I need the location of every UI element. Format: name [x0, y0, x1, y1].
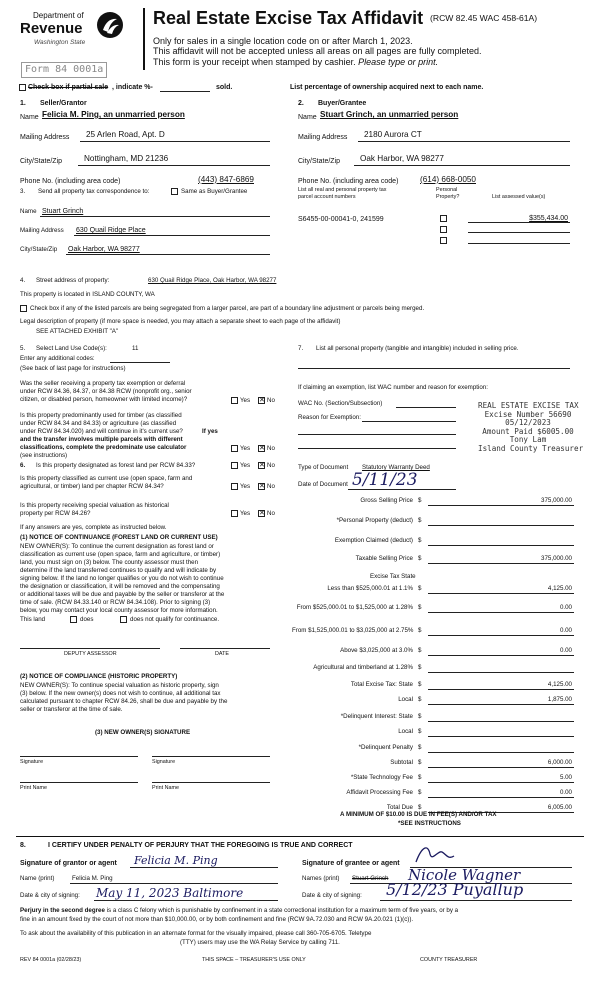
parcel-col-2b: Property? [436, 194, 460, 200]
calc-value-1[interactable]: 375,000.00 [541, 497, 572, 504]
calc-line-9 [428, 672, 574, 673]
wac-line [396, 407, 456, 408]
q4-line-1: Is this property classified as current use (open space, farm and [20, 475, 193, 482]
buyer-phone[interactable]: (614) 668-0050 [420, 175, 476, 184]
stamp-line-3: 05/12/2023 [505, 418, 551, 428]
grantor-signature[interactable]: Felicia M. Ping [134, 854, 218, 867]
land-use-code[interactable]: 11 [132, 345, 139, 352]
parcel-col-1a: List all real and personal property tax [298, 187, 387, 193]
street-address[interactable]: 630 Quail Ridge Place, Oak Harbor, WA 98277 [148, 277, 277, 284]
grantee-sig-label: Signature of grantee or agent [302, 860, 400, 867]
calc-dollar-2: $ [418, 517, 422, 524]
reason-line-1 [362, 421, 456, 422]
assessed-value[interactable]: $355,434.00 [529, 215, 568, 222]
calc-line-4 [428, 563, 574, 564]
calc-line-10 [428, 689, 574, 690]
q3-text: Is this property designated as forest land per RCW 84.33? [36, 462, 196, 469]
if-any-yes: If any answers are yes, complete as instructed below. [20, 524, 167, 531]
corr-name[interactable]: Stuart Grinch [42, 208, 84, 215]
doc-date-label: Date of Document [298, 481, 348, 488]
section5-num: 5. [20, 345, 26, 352]
corr-name-line [40, 216, 270, 217]
notice1-title: (1) NOTICE OF CONTINUANCE (FOREST LAND OR CURRENT USE) [20, 534, 218, 541]
q2-if-yes: If yes [202, 428, 218, 435]
calc-value-7[interactable]: 0.00 [559, 627, 572, 634]
calc-dollar-5: $ [418, 585, 422, 592]
seller-city[interactable]: Nottingham, MD 21236 [84, 154, 169, 163]
legal-description-label: Legal description of property (if more space is needed, you may attach a separate sheet to each page of the affidavit) [20, 318, 341, 325]
calc-value-8[interactable]: 0.00 [559, 647, 572, 654]
seller-mailing[interactable]: 25 Arlen Road, Apt. D [86, 130, 165, 139]
perjury-text: is a class C felony which is punishable by confinement in a state correctional institution for a maximum term of five years, or by a [104, 907, 459, 914]
stamp-line-4: Amount Paid $6005.00 [482, 426, 574, 436]
seller-name-label: Name [20, 114, 39, 121]
partial-sale-indicate: , indicate %- [112, 84, 153, 91]
q1-line-2: under RCW 84.36, 84.37, or 84.38 RCW (nonprofit org., senior [20, 388, 192, 395]
q5-line-2: property per RCW 84.26? [20, 510, 91, 517]
segregated-label: Check box if any of the listed parcels are being segregated from a larger parcel, are part of a boundary line adjustment or parcels being merged. [30, 305, 425, 312]
q1-line-3: citizen, or disabled person, homeowner with limited income)? [20, 396, 188, 403]
treasurer-space-label: THIS SPACE – TREASURER'S USE ONLY [202, 957, 306, 963]
calc-dollar-1: $ [418, 497, 422, 504]
corr-city[interactable]: Oak Harbor, WA 98277 [68, 246, 140, 253]
section8-num: 8. [20, 842, 26, 849]
minimum-fee-note: A MINIMUM OF $10.00 IS DUE IN FEE(S) AND/OR TAX [340, 811, 497, 818]
see-instructions-note: *SEE INSTRUCTIONS [398, 820, 461, 827]
header-divider [143, 8, 145, 70]
buyer-city[interactable]: Oak Harbor, WA 98277 [360, 154, 444, 163]
buyer-name[interactable]: Stuart Grinch, an unmarried person [320, 110, 459, 119]
q2-yes-label: Yes [240, 445, 251, 452]
parcel-col-3: List assessed value(s) [492, 194, 546, 200]
doc-type-label: Type of Document [298, 464, 349, 471]
calc-dollar-14: $ [418, 744, 422, 751]
deputy-label: DEPUTY ASSESSOR [64, 651, 117, 657]
calc-label-9: Agricultural and timberland at 1.28% [313, 664, 413, 671]
q3-no-label: No [267, 462, 275, 469]
calc-dollar-16: $ [418, 774, 422, 781]
calc-dollar-13: $ [418, 728, 422, 735]
buyer-name-label: Name [298, 114, 317, 121]
grantee-name-struck: Stuart Grinch [352, 875, 389, 882]
notice1-line-7: or additional taxes will be due and payable by the seller or transferor at the [20, 591, 225, 598]
calc-dollar-6: $ [418, 604, 422, 611]
sig-line-2 [152, 756, 270, 757]
grantor-sig-label: Signature of grantor or agent [20, 860, 117, 867]
corr-mailing-label: Mailing Address [20, 227, 64, 234]
property-location: This property is located in ISLAND COUNTY, WA [20, 291, 155, 298]
corr-city-label: City/State/Zip [20, 246, 58, 253]
q5-line-1: Is this property receiving special valuation as historical [20, 502, 169, 509]
calc-line-5 [428, 593, 574, 594]
calc-dollar-9: $ [418, 664, 422, 671]
calc-value-16[interactable]: 5.00 [559, 774, 572, 781]
calc-dollar-17: $ [418, 789, 422, 796]
q4-no-label: No [267, 483, 275, 490]
calc-line-7 [428, 635, 574, 636]
calc-label-13: Local [398, 728, 413, 735]
deputy-date-line [180, 648, 270, 649]
treasurer-stamp [478, 401, 584, 453]
q5-yes-checkbox[interactable] [231, 510, 238, 517]
correspondence-label: Send all property tax correspondence to: [38, 188, 150, 195]
notice2-line-2: (3) below. If the new owner(s) does not wish to continue, all additional tax [20, 690, 221, 697]
header-note-2: This affidavit will not be accepted unless all areas on all pages are fully completed. [153, 46, 482, 56]
q2-line-6: (see instructions) [20, 452, 68, 459]
grantor-name-line [70, 883, 278, 884]
q2-line-1: Is this property predominantly used for timber (as classified [20, 412, 182, 419]
reason-label: Reason for Exemption: [298, 414, 361, 421]
buyer-city-line [354, 165, 570, 166]
seller-mailing-line [80, 141, 270, 142]
buyer-mailing-line [358, 141, 570, 142]
calc-label-8: Above $3,025,000 at 3.0% [340, 647, 413, 654]
calc-dollar-12: $ [418, 713, 422, 720]
notice2-line-4: seller or transferor at the time of sale. [20, 706, 123, 713]
perjury-bold: Perjury in the second degree [20, 907, 105, 914]
partial-sold: sold. [216, 84, 233, 91]
stamp-line-6: Island County Treasurer [478, 443, 584, 453]
calc-line-6 [428, 612, 574, 613]
calc-dollar-18: $ [418, 804, 422, 811]
partial-pct-line [160, 91, 210, 92]
print-line-1 [20, 782, 138, 783]
seller-city-label: City/State/Zip [20, 158, 63, 165]
calc-dollar-8: $ [418, 647, 422, 654]
calc-label-5: Less than $525,000.01 at 1.1% [327, 585, 413, 592]
calc-label-2: *Personal Property (deduct) [336, 517, 413, 524]
same-as-buyer-checkbox[interactable] [171, 188, 178, 195]
assessed-line-3 [468, 243, 570, 244]
q3-num: 6. [20, 462, 26, 469]
calc-dollar-10: $ [418, 681, 422, 688]
calc-label-7: From $1,525,000.01 to $3,025,000 at 2.75% [292, 627, 414, 634]
grantor-name-label: Name (print) [20, 875, 55, 882]
calc-line-14 [428, 752, 574, 753]
notice2-title: (2) NOTICE OF COMPLIANCE (HISTORIC PROPERTY) [20, 673, 178, 680]
this-land-label: This land [20, 616, 46, 623]
assessed-line-1 [468, 222, 570, 223]
seller-name[interactable]: Felicia M. Ping, an unmarried person [42, 110, 185, 119]
corr-mailing[interactable]: 630 Quail Ridge Place [76, 227, 146, 234]
q3-no-checkbox[interactable]: ✕ [259, 462, 265, 469]
calc-label-15: Subtotal [390, 759, 413, 766]
q1-yes-checkbox[interactable] [231, 397, 238, 404]
calc-line-17 [428, 797, 574, 798]
q2-line-3: under RCW 84.34.020) and will continue in it's current use? [20, 428, 183, 435]
same-as-buyer-label: Same as Buyer/Grantee [181, 188, 248, 195]
calc-dollar-7: $ [418, 627, 422, 634]
notice1-line-3: land, you must sign on (3) below. The county assessor must then [20, 559, 199, 566]
perjury-line-2: fine in an amount fixed by the court of not more than $10,000.00, or by both confinement and fine (RCW 9A.72.030 and RCW 9A.20.021 (1)(c)). [20, 916, 414, 923]
form-title: Real Estate Excise Tax Affidavit [153, 8, 424, 28]
stamp-line-1: REAL ESTATE EXCISE TAX [478, 401, 579, 410]
buyer-mailing-label: Mailing Address [298, 134, 348, 141]
notice1-line-1: NEW OWNER(S): To continue the current designation as forest land or [20, 543, 214, 550]
grantee-date-label: Date & city of signing: [302, 892, 362, 899]
seller-heading: Seller/Grantor [40, 100, 87, 107]
legal-exhibit[interactable]: SEE ATTACHED EXHIBIT "A" [36, 328, 119, 335]
q4-yes-checkbox[interactable] [231, 483, 238, 490]
header-note-1: Only for sales in a single location code on or after March 1, 2023. [153, 36, 413, 46]
segregated-checkbox[interactable] [20, 305, 27, 312]
land-does-label: does [80, 616, 94, 623]
calc-value-11[interactable]: 1,875.00 [547, 696, 572, 703]
q2-line-4: and the transfer involves multiple parcels with different [20, 436, 183, 443]
form-revision: REV 84 0001a (02/28/23) [20, 957, 82, 963]
calc-value-18[interactable]: 6,005.00 [547, 804, 572, 811]
calc-label-10: Total Excise Tax: State [350, 681, 413, 688]
calc-value-17[interactable]: 0.00 [559, 789, 572, 796]
q5-no-checkbox[interactable]: ✕ [259, 510, 265, 517]
q5-no-label: No [267, 510, 275, 517]
seller-section-num: 1. [20, 100, 26, 107]
deputy-line [20, 648, 160, 649]
notice1-line-9: below, you may contact your local county assessor for more information. [20, 607, 218, 614]
buyer-mailing[interactable]: 2180 Aurora CT [364, 130, 422, 139]
doc-date[interactable]: 5/11/23 [352, 470, 418, 490]
parcel-col-1b: parcel account numbers [298, 194, 356, 200]
buyer-section-num: 2. [298, 100, 304, 107]
land-does-checkbox[interactable] [70, 616, 77, 623]
personal-property-checkbox-1[interactable] [440, 215, 447, 222]
q4-line-2: agricultural, or timber) land per chapter RCW 84.34? [20, 483, 164, 490]
notice2-line-3: calculated pursuant to chapter RCW 84.26, shall be due and payable by the [20, 698, 228, 705]
revenue-logo-icon [95, 10, 125, 40]
personal-property-checkbox-3[interactable] [440, 237, 447, 244]
notice1-line-5: signing below. If the land no longer qualifies or you do not wish to continue [20, 575, 224, 582]
calc-line-16 [428, 782, 574, 783]
calc-line-2 [428, 525, 574, 526]
signature-label-1: Signature [20, 759, 44, 765]
buyer-phone-label: Phone No. (including area code) [298, 178, 399, 185]
stamp-line-5: Tony Lam [509, 435, 547, 445]
assessed-line-2 [468, 232, 570, 233]
buyer-city-label: City/State/Zip [298, 158, 341, 165]
exemption-claim-label: If claiming an exemption, list WAC number and reason for exemption: [298, 384, 488, 391]
additional-codes-label: Enter any additional codes: [20, 355, 95, 362]
calc-value-15[interactable]: 6,000.00 [547, 759, 572, 766]
excise-tax-state-label: Excise Tax State [370, 573, 416, 580]
calc-label-12: *Delinquent Interest: State [340, 713, 413, 720]
calc-line-3 [428, 545, 574, 546]
partial-sale-label: Check box if partial sale [28, 84, 109, 91]
certify-statement: I CERTIFY UNDER PENALTY OF PERJURY THAT THE FOREGOING IS TRUE AND CORRECT [48, 842, 353, 849]
land-does-not-label: does not qualify for continuance. [130, 616, 220, 623]
q3-yes-checkbox[interactable] [231, 462, 238, 469]
ownership-note: List percentage of ownership acquired next to each name. [290, 84, 484, 91]
calc-dollar-3: $ [418, 537, 422, 544]
calc-dollar-15: $ [418, 759, 422, 766]
grantor-name[interactable]: Felicia M. Ping [72, 875, 113, 882]
street-label: Street address of property: [36, 277, 110, 284]
deputy-date-label: DATE [215, 651, 229, 657]
calc-line-12 [428, 721, 574, 722]
form-rcw: (RCW 82.45 WAC 458-61A) [430, 13, 538, 23]
parcel-col-2a: Personal [436, 187, 458, 193]
print-line-2 [152, 782, 270, 783]
q4-yes-label: Yes [240, 483, 251, 490]
q1-no-label: No [267, 397, 275, 404]
see-back-label: (See back of last page for instructions) [20, 365, 126, 372]
q1-yes-label: Yes [240, 397, 251, 404]
reason-line-2 [298, 434, 456, 435]
doc-date-line [348, 489, 456, 490]
seller-city-line [78, 165, 270, 166]
corr-mailing-line [74, 235, 270, 236]
section8-rule [16, 836, 584, 837]
q1-no-checkbox[interactable]: ✕ [259, 397, 265, 404]
print-name-label-2: Print Name [152, 785, 179, 791]
print-name-label-1: Print Name [20, 785, 47, 791]
calc-value-6[interactable]: 0.00 [559, 604, 572, 611]
grantor-date-line [94, 900, 278, 901]
signature-label-2: Signature [152, 759, 176, 765]
notice1-line-4: determine if the land transferred continues to qualify and will indicate by [20, 567, 217, 574]
q5-yes-label: Yes [240, 510, 251, 517]
personal-property-label: List all personal property (tangible and intangible) included in selling price. [316, 345, 519, 352]
grantee-signature-mark[interactable] [412, 842, 472, 866]
new-owner-signature-title: (3) NEW OWNER(S) SIGNATURE [95, 729, 191, 736]
q2-no-label: No [267, 445, 275, 452]
accessibility-line-1: To ask about the availability of this publication in an alternate format for the visually impaired, please call 360-705-6705. Teletype [20, 930, 372, 937]
q1-line-1: Was the seller receiving a property tax exemption or deferral [20, 380, 186, 387]
grantee-date-city[interactable]: 5/12/23 Puyallup [386, 880, 524, 899]
revenue-logo-text: Revenue [20, 20, 83, 37]
section7-num: 7. [298, 345, 304, 352]
q2-line-5: classifications, complete the predominate use calculator [20, 444, 187, 451]
partial-sale-checkbox[interactable] [19, 84, 26, 91]
note3-plain: This form is your receipt when stamped by cashier. [153, 57, 359, 67]
corr-city-line [66, 254, 270, 255]
notice1-line-2: classification as current use (open space, farm and agriculture, or timber) [20, 551, 221, 558]
notice1-line-8: time of sale. (RCW 84.33.140 or RCW 84.34.108). Prior to signing (3) [20, 599, 211, 606]
stamp-line-2: Excise Number 56690 [484, 409, 572, 419]
calc-label-1: Gross Selling Price [360, 497, 413, 504]
personal-property-checkbox-2[interactable] [440, 226, 447, 233]
q2-yes-checkbox[interactable] [231, 445, 238, 452]
wa-state-label: Washington State [34, 39, 86, 46]
calc-label-18: Total Due [386, 804, 413, 811]
calc-value-4[interactable]: 375,000.00 [541, 555, 572, 562]
calc-label-17: Affidavit Processing Fee [346, 789, 413, 796]
calc-value-5[interactable]: 4,125.00 [547, 585, 572, 592]
calc-label-3: Exemption Claimed (deduct) [334, 537, 413, 544]
additional-codes-line [110, 362, 170, 363]
seller-mailing-label: Mailing Address [20, 134, 70, 141]
land-does-not-checkbox[interactable] [120, 616, 127, 623]
q2-no-checkbox[interactable]: ✕ [259, 445, 265, 452]
q4-no-checkbox[interactable]: ✕ [259, 483, 265, 490]
perjury-line-1 [20, 908, 458, 914]
land-use-label: Select Land Use Code(s): [36, 345, 107, 352]
grantor-date-city[interactable]: May 11, 2023 Baltimore [96, 886, 244, 900]
calc-label-14: *Delinquent Penalty [358, 744, 413, 751]
grantor-date-label: Date & city of signing: [20, 892, 80, 899]
calc-line-13 [428, 736, 574, 737]
q3-yes-label: Yes [240, 462, 251, 469]
calc-label-4: Taxable Selling Price [355, 555, 413, 562]
calc-line-1 [428, 505, 574, 506]
form-number-stamp: Form 84 0001a [21, 62, 107, 78]
grantee-date-line [380, 900, 572, 901]
notice2-line-1: NEW OWNER(S): To continue special valuation as historic property, sign [20, 682, 219, 689]
calc-dollar-11: $ [418, 696, 422, 703]
calc-value-10[interactable]: 4,125.00 [547, 681, 572, 688]
calc-label-6: From $525,000.01 to $1,525,000 at 1.28% [296, 604, 413, 611]
calc-dollar-4: $ [418, 555, 422, 562]
parcel-number[interactable]: S6455-00-00041-0, 241599 [298, 216, 384, 223]
grantee-names-label: Names (print) [302, 875, 340, 882]
seller-phone-label: Phone No. (including area code) [20, 178, 121, 185]
buyer-heading: Buyer/Grantee [318, 100, 367, 107]
section4-num: 4. [20, 277, 26, 284]
calc-line-8 [428, 655, 574, 656]
sig-line-1 [20, 756, 138, 757]
calc-label-11: Local [398, 696, 413, 703]
wac-label: WAC No. (Section/Subsection) [298, 400, 383, 407]
note3-italic: Please type or print. [358, 57, 439, 67]
notice1-line-6: the designation or classification, it will be removed and the compensating [20, 583, 220, 590]
calc-label-16: *State Technology Fee [350, 774, 413, 781]
dept-label: Department of [33, 11, 84, 20]
seller-phone[interactable]: (443) 847-6869 [198, 175, 254, 184]
corr-name-label: Name [20, 208, 37, 215]
calc-line-11 [428, 704, 574, 705]
grantor-sig-line [130, 867, 278, 868]
accessibility-line-2: (TTY) users may use the WA Relay Service by calling 711. [180, 939, 340, 946]
header-note-3 [153, 58, 438, 67]
calc-line-15 [428, 767, 574, 768]
reason-line-3 [298, 448, 456, 449]
grantee-name[interactable]: Nicole Wagner [408, 866, 521, 884]
county-treasurer-label: COUNTY TREASURER [420, 957, 478, 963]
q2-line-2: under RCW 84.34 and 84.33) or agriculture (as classified [20, 420, 177, 427]
correspondence-num: 3. [20, 188, 26, 195]
pp-line-1 [298, 368, 570, 369]
doc-type[interactable]: Statutory Warranty Deed [362, 464, 430, 471]
